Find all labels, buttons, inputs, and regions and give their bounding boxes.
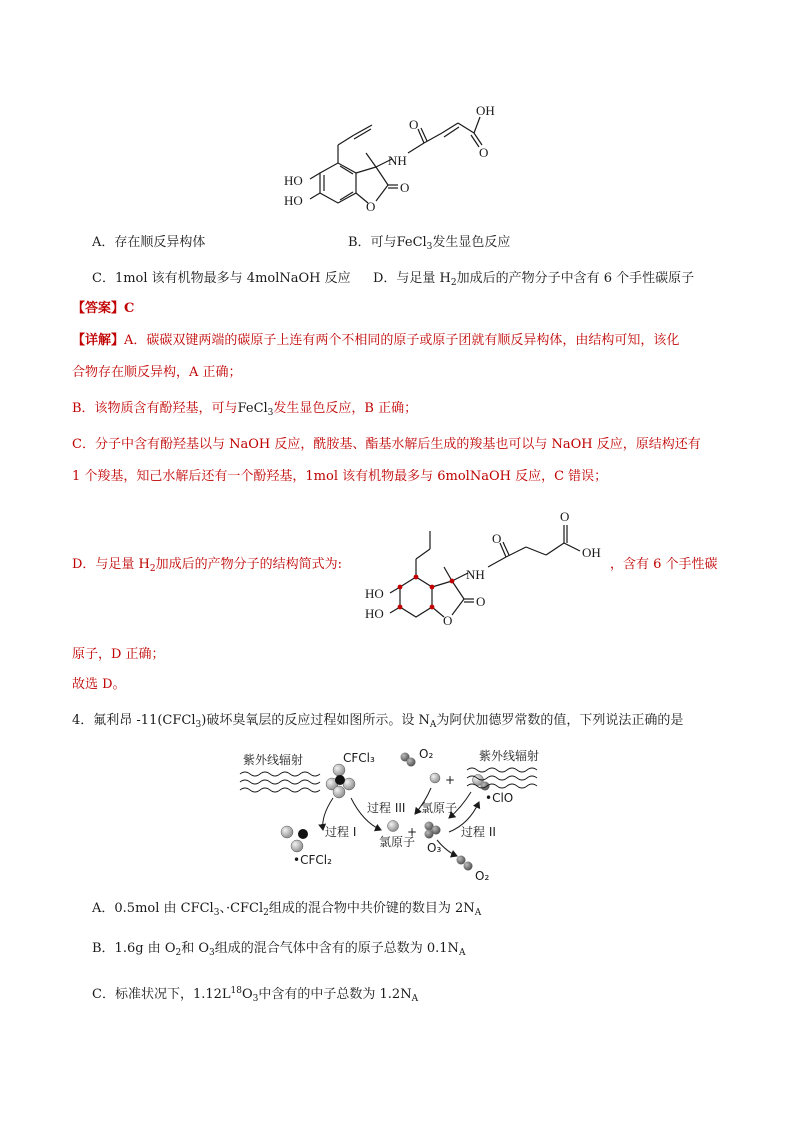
detail-b — [72, 400, 417, 422]
text: 发生显色反应 — [432, 235, 511, 250]
lactone-o-label: O — [400, 180, 410, 195]
sub: 2 — [263, 908, 269, 918]
answer-label: 【答案】C — [72, 301, 135, 316]
text: D．与足量 H — [72, 557, 150, 572]
detail-a-line1 — [72, 332, 679, 350]
detail-tag: 【详解】 — [72, 333, 125, 348]
sub: 3 — [195, 720, 202, 730]
q3-option-a: A．存在顺反异构体 — [92, 235, 206, 250]
sup: 18 — [230, 986, 242, 996]
chem: FeCl — [396, 235, 427, 250]
detail-d-line1 — [72, 556, 342, 578]
clo-label: •ClO — [485, 791, 514, 805]
ho-lower-label: HO — [284, 193, 303, 208]
cfcl3-molecule — [326, 764, 355, 798]
molecule-structure-1 — [270, 95, 540, 220]
q3-option-c: C．1mol 该有机物最多与 4molNaOH 反应 — [92, 271, 351, 286]
plus-sign-top: + — [445, 773, 456, 787]
sub: 2 — [175, 948, 182, 958]
uv-label-left: 紫外线辐射 — [243, 753, 304, 767]
molecule-structure-2 — [360, 495, 610, 630]
uv-waves-left — [240, 772, 320, 792]
plus-sign-bottom: + — [407, 825, 418, 839]
text: 中含有的中子总数为 1.2N — [258, 987, 412, 1002]
ring-o-label: O — [366, 199, 376, 214]
chem: ) — [201, 713, 207, 728]
sub: 3 — [267, 408, 274, 418]
sub: 3 — [252, 994, 259, 1004]
process-1-label: 过程 I — [325, 825, 357, 839]
sub: A — [458, 948, 466, 958]
process-3-label: 过程 III — [367, 801, 406, 815]
oh-label: OH — [582, 545, 601, 560]
detail-a-line2: 合物存在顺反异构，A 正确； — [72, 365, 242, 380]
amide-o-label: O — [492, 531, 502, 546]
text: 、·CFCl — [219, 901, 264, 916]
q4-option-a — [92, 900, 481, 922]
nh-label: NH — [466, 567, 485, 582]
acid-o-label: O — [560, 509, 570, 524]
process-2-label: 过程 II — [461, 825, 496, 839]
acid-o-label: O — [479, 145, 489, 160]
oh-top-label: OH — [476, 103, 495, 118]
text: B．1.6g 由 O — [92, 941, 176, 956]
o3-label: O₃ — [427, 841, 442, 855]
cfcl2-label: •CFCl₂ — [293, 853, 332, 867]
text: O — [241, 987, 253, 1002]
cl-atom-bottom-label: 氯原子 — [379, 835, 416, 849]
chem: FeCl — [237, 401, 268, 416]
ho-upper-label: HO — [284, 173, 303, 188]
text: 发生显色反应，B 正确； — [273, 401, 418, 416]
uv-label-right: 紫外线辐射 — [479, 749, 540, 763]
sub: 3 — [209, 948, 215, 958]
chem: (CFCl — [157, 713, 196, 728]
q4-stem — [72, 712, 683, 734]
cfcl3-label: CFCl₃ — [343, 751, 375, 765]
text: 加成后的产物分子的结构简式为: — [155, 557, 343, 572]
sub: 3 — [213, 908, 220, 918]
sub: 2 — [450, 278, 457, 288]
detail-d-line2: 原子，D 正确； — [72, 647, 165, 662]
o2-bottom-label: O₂ — [475, 869, 490, 883]
ho-lower-label: HO — [365, 606, 384, 621]
amide-o-label: O — [409, 117, 419, 132]
ring-o-label: O — [443, 613, 453, 628]
detail-c-line1: C．分子中含有酚羟基以与 NaOH 反应，酰胺基、酯基水解后生成的羧基也可以与 NaOH 反应，原结构还有 — [72, 437, 701, 452]
sub: 2 — [149, 564, 156, 574]
cfcl2-radical — [281, 826, 308, 852]
nh-label: NH — [388, 153, 407, 168]
conclusion: 故选 D。 — [72, 677, 126, 692]
text: 和 O — [181, 941, 210, 956]
text: 4．氟利昂 -11 — [72, 713, 158, 728]
sub: A — [474, 908, 482, 918]
q3-option-b — [348, 234, 510, 256]
q4-option-c — [92, 982, 418, 1008]
detail-d-tail: ，含有 6 个手性碳 — [610, 557, 718, 572]
sub: 3 — [426, 242, 433, 252]
o2-top-label: O₂ — [419, 747, 434, 761]
q3-option-d — [373, 270, 694, 292]
lactone-o-label: O — [476, 594, 486, 609]
text: C．标准状况下，1.12L — [92, 987, 231, 1002]
text: 加成后的产物分子中含有 6 个手性碳原子 — [456, 271, 695, 286]
sub: A — [429, 720, 437, 730]
detail-c-line2: 1 个羧基，知己水解后还有一个酚羟基，1mol 该有机物最多与 6molNaOH 反应，C 错误； — [72, 469, 608, 484]
cl-atom-top-label: 氯原子 — [421, 801, 458, 815]
text: D．与足量 H — [373, 271, 451, 286]
sub: A — [411, 994, 419, 1004]
text: 组成的混合气体中含有的原子总数为 0.1N — [214, 941, 459, 956]
text: B．可与 — [348, 235, 397, 250]
text: 破坏臭氧层的反应过程如图所示。设 N — [206, 713, 430, 728]
text: 为阿伏加德罗常数的值，下列说法正确的是 — [436, 713, 684, 728]
ozone-reaction-diagram — [235, 740, 555, 885]
text: A．碳碳双键两端的碳原子上连有两个不相同的原子或原子团就有顺反异构体，由结构可知，该化 — [124, 333, 680, 348]
q4-option-b — [92, 940, 465, 962]
ho-upper-label: HO — [365, 586, 384, 601]
text: A．0.5mol 由 CFCl — [92, 901, 214, 916]
text: 组成的混合物中共价键的数目为 2N — [268, 901, 475, 916]
text: B．该物质含有酚羟基，可与 — [72, 401, 238, 416]
